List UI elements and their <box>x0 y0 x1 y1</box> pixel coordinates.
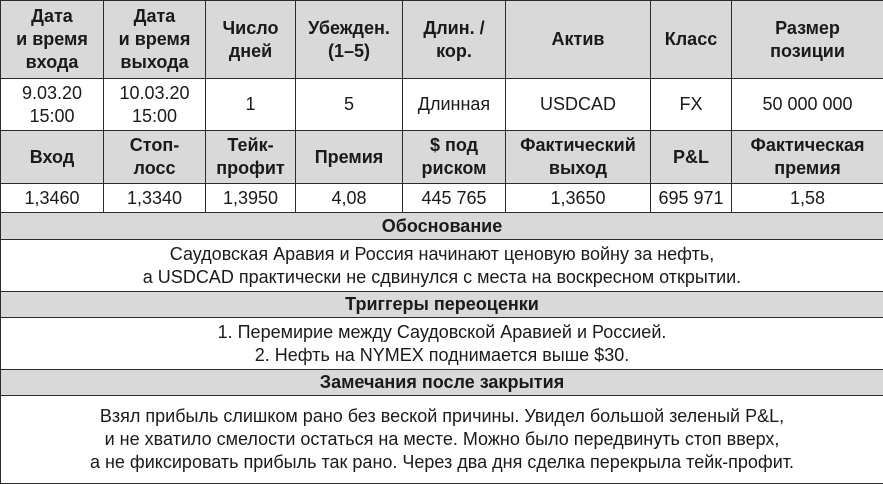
header-take-profit: Тейк- профит <box>206 131 296 184</box>
header-days: Число дней <box>206 1 296 79</box>
values-row-1 <box>1 79 883 131</box>
header-stop-loss: Стоп- лосс <box>104 131 206 184</box>
triggers-text-row <box>1 318 883 370</box>
value-premium: 4,08 <box>296 184 403 213</box>
header-actual-premium: Фактическая премия <box>732 131 883 184</box>
header-asset: Актив <box>506 1 651 79</box>
rationale-header-row <box>1 213 883 240</box>
rationale-text: Саудовская Аравия и Россия начинают ценовую войну за нефть, а USDCAD практически не сдвинулся с места на воскресном открытии. <box>1 240 883 292</box>
value-asset: USDCAD <box>506 79 651 131</box>
value-take-profit: 1,3950 <box>206 184 296 213</box>
header-pnl: P&L <box>651 131 732 184</box>
value-entry: 1,3460 <box>1 184 104 213</box>
rationale-text-row <box>1 240 883 292</box>
value-exit-datetime: 10.03.20 15:00 <box>104 79 206 131</box>
notes-text-row <box>1 396 883 484</box>
header-row-2 <box>1 131 883 184</box>
triggers-text: 1. Перемирие между Саудовской Аравией и Россией. 2. Нефть на NYMEX поднимается выше $30. <box>1 318 883 370</box>
header-long-short: Длин. / кор. <box>403 1 506 79</box>
triggers-title: Триггеры переоценки <box>1 292 883 318</box>
value-conviction: 5 <box>296 79 403 131</box>
value-actual-premium: 1,58 <box>732 184 883 213</box>
value-long-short: Длинная <box>403 79 506 131</box>
value-stop-loss: 1,3340 <box>104 184 206 213</box>
header-class: Класс <box>651 1 732 79</box>
notes-header-row <box>1 370 883 396</box>
header-position-size: Размер позиции <box>732 1 883 79</box>
value-pnl: 695 971 <box>651 184 732 213</box>
triggers-header-row <box>1 292 883 318</box>
rationale-title: Обоснование <box>1 213 883 240</box>
header-risk: $ под риском <box>403 131 506 184</box>
notes-text: Взял прибыль слишком рано без веской причины. Увидел большой зеленый P&L, и не хватило смелости остаться на месте. Можно было передвинуть стоп вверх, а не фиксировать прибыль так рано. Через два дня сделка перекрыла тейк-профит. <box>1 396 883 484</box>
header-row-1 <box>1 1 883 79</box>
value-days: 1 <box>206 79 296 131</box>
header-actual-exit: Фактический выход <box>506 131 651 184</box>
value-entry-datetime: 9.03.20 15:00 <box>1 79 104 131</box>
header-conviction: Убежден. (1–5) <box>296 1 403 79</box>
value-risk: 445 765 <box>403 184 506 213</box>
values-row-2 <box>1 184 883 213</box>
header-exit-datetime: Дата и время выхода <box>104 1 206 79</box>
value-actual-exit: 1,3650 <box>506 184 651 213</box>
header-entry-datetime: Дата и время входа <box>1 1 104 79</box>
value-class: FX <box>651 79 732 131</box>
header-premium: Премия <box>296 131 403 184</box>
notes-title: Замечания после закрытия <box>1 370 883 396</box>
header-entry: Вход <box>1 131 104 184</box>
value-position-size: 50 000 000 <box>732 79 883 131</box>
